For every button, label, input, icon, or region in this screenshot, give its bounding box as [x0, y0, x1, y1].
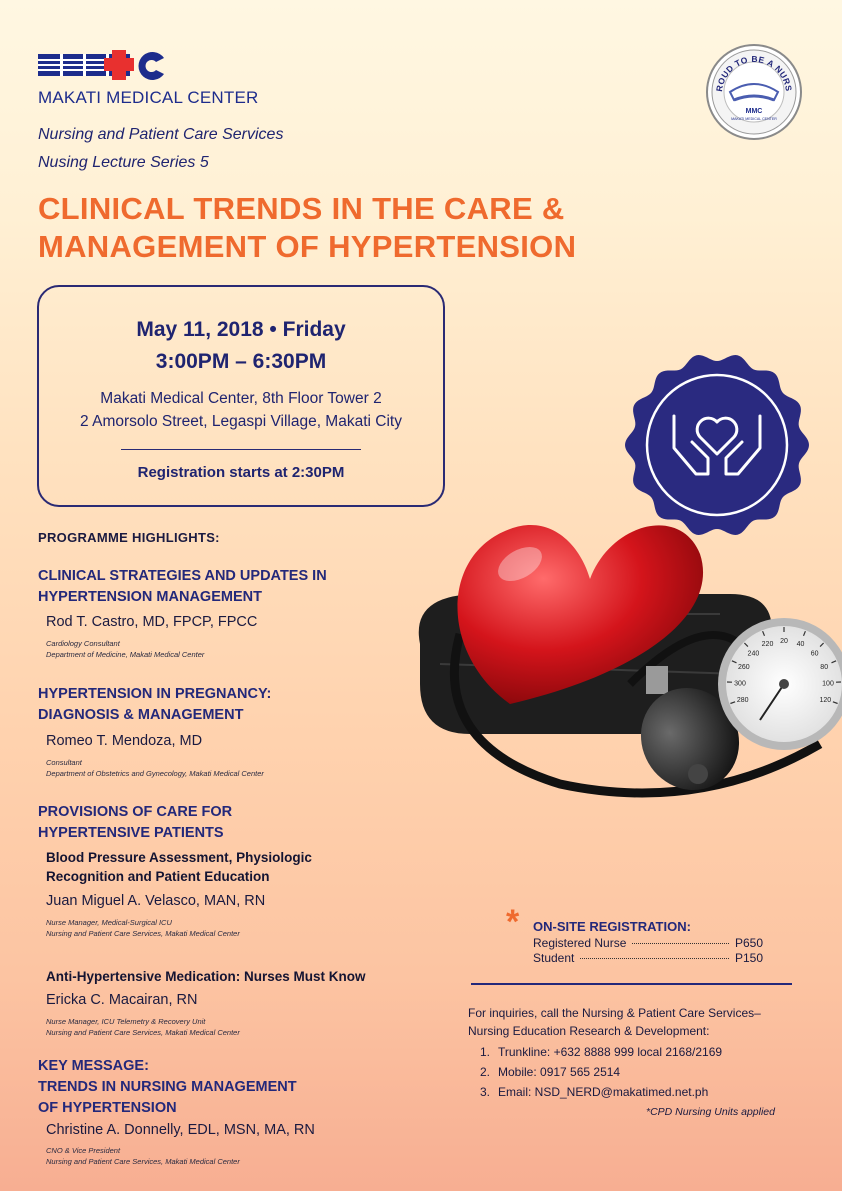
- section-3-title-line-1: PROVISIONS OF CARE FOR: [38, 804, 233, 820]
- section-4-title-line-3: OF HYPERTENSION: [38, 1100, 177, 1116]
- event-venue: [39, 387, 443, 433]
- fee-price: P650: [734, 936, 763, 950]
- contact-text: Trunkline: +632 8888 999 local 2168/2169: [498, 1045, 723, 1059]
- fee-label: Registered Nurse: [533, 936, 627, 950]
- section-4-title-line-2: TRENDS IN NURSING MANAGEMENT: [38, 1079, 297, 1095]
- speaker-velasco: Juan Miguel A. Velasco, MAN, RN: [46, 893, 266, 909]
- org-name: MAKATI MEDICAL CENTER: [38, 88, 259, 107]
- contact-text: Mobile: 0917 565 2514: [498, 1065, 621, 1079]
- contact-trunkline: [480, 1042, 722, 1062]
- page-title: [38, 190, 678, 266]
- gauge-tick-label: 220: [761, 641, 774, 649]
- mmc-logo-mark: [38, 50, 168, 84]
- gauge-tick-label: 80: [820, 664, 829, 672]
- gauge-tick-label: 20: [780, 638, 788, 645]
- dept-line: Nursing and Patient Care Services: [38, 126, 284, 143]
- speaker-velasco-affiliation: [46, 917, 240, 939]
- speaker-mendoza: Romeo T. Mendoza, MD: [46, 733, 203, 749]
- leader-dots: [580, 958, 729, 959]
- section-4-title: [38, 1056, 297, 1119]
- contact-number: 1.: [480, 1045, 491, 1059]
- contact-divider: [471, 983, 792, 985]
- programme-heading: PROGRAMME HIGHLIGHTS:: [38, 530, 220, 545]
- inquiry-text: [468, 1004, 798, 1040]
- info-divider: [121, 449, 361, 450]
- section-1-title-line-1: CLINICAL STRATEGIES AND UPDATES IN: [38, 568, 327, 584]
- aff-line: Nursing and Patient Care Services, Makati Medical Center: [46, 929, 240, 938]
- contact-mobile: [480, 1062, 722, 1082]
- fee-row-nurse: [533, 936, 763, 950]
- talk-anti-hypertensive: Anti-Hypertensive Medication: Nurses Must Know: [46, 969, 366, 984]
- section-2-title: [38, 684, 271, 726]
- heart-bp-monitor-image: [400, 484, 842, 809]
- aff-line: Department of Medicine, Makati Medical Center: [46, 650, 205, 659]
- aff-line: Department of Obstetrics and Gynecology, Makati Medical Center: [46, 769, 264, 778]
- section-3-title-line-2: HYPERTENSIVE PATIENTS: [38, 825, 224, 841]
- gauge-tick-label: 300: [734, 680, 746, 688]
- gauge-tick-label: 60: [810, 650, 819, 658]
- gauge-tick-label: 120: [819, 697, 832, 704]
- asterisk-icon: *: [506, 903, 520, 941]
- badge-org: MAKATI MEDICAL CENTER: [731, 117, 777, 121]
- proud-nurse-badge: [704, 42, 804, 147]
- badge-logo: MMC: [745, 108, 763, 115]
- talk-line: Recognition and Patient Education: [46, 869, 270, 884]
- speaker-macairan: Ericka C. Macairan, RN: [46, 992, 198, 1008]
- title-line-2: MANAGEMENT OF HYPERTENSION: [38, 229, 577, 264]
- series-line: Nusing Lecture Series 5: [38, 154, 209, 171]
- inquiry-line: Nursing Education Research & Development:: [468, 1024, 710, 1038]
- onsite-heading: ON-SITE REGISTRATION:: [533, 919, 691, 934]
- gauge-tick-label: 40: [796, 641, 805, 649]
- badge-arc-text: ROUD TO BE A NURS: [714, 53, 794, 93]
- event-info-box: [37, 285, 445, 507]
- title-line-1: CLINICAL TRENDS IN THE CARE &: [38, 191, 565, 226]
- section-3-title: [38, 802, 232, 844]
- aff-line: Consultant: [46, 758, 82, 767]
- section-1-title: [38, 566, 327, 608]
- speaker-macairan-affiliation: [46, 1016, 240, 1038]
- contact-number: 2.: [480, 1065, 491, 1079]
- section-2-title-line-1: HYPERTENSION IN PREGNANCY:: [38, 686, 272, 702]
- inquiry-line: For inquiries, call the Nursing & Patient Care Services–: [468, 1006, 761, 1020]
- aff-line: Nurse Manager, Medical-Surgical ICU: [46, 918, 172, 927]
- section-2-title-line-2: DIAGNOSIS & MANAGEMENT: [38, 707, 244, 723]
- contact-text: Email: NSD_NERD@makatimed.net.ph: [498, 1085, 709, 1099]
- gauge-tick-label: 100: [822, 680, 834, 688]
- section-4-title-line-1: KEY MESSAGE:: [38, 1058, 149, 1074]
- aff-line: Nurse Manager, ICU Telemetry & Recovery Unit: [46, 1017, 206, 1026]
- fee-label: Student: [533, 951, 575, 965]
- gauge-tick-label: 260: [737, 664, 750, 672]
- venue-line-1: Makati Medical Center, 8th Floor Tower 2: [100, 390, 382, 407]
- fee-row-student: [533, 951, 763, 965]
- speaker-donnelly-affiliation: [46, 1145, 240, 1167]
- aff-line: CNO & Vice President: [46, 1146, 121, 1155]
- mmc-logo: [38, 50, 259, 107]
- venue-line-2: 2 Amorsolo Street, Legaspi Village, Makati City: [80, 413, 402, 430]
- contact-number: 3.: [480, 1085, 491, 1099]
- event-date: May 11, 2018 • Friday: [136, 318, 346, 341]
- aff-line: Cardiology Consultant: [46, 639, 120, 648]
- event-time: 3:00PM – 6:30PM: [155, 350, 327, 373]
- aff-line: Nursing and Patient Care Services, Makati Medical Center: [46, 1157, 240, 1166]
- speaker-castro: Rod T. Castro, MD, FPCP, FPCC: [46, 614, 258, 630]
- talk-bp-assessment: [46, 848, 312, 886]
- aff-line: Nursing and Patient Care Services, Makati Medical Center: [46, 1028, 240, 1037]
- registration-time: Registration starts at 2:30PM: [137, 464, 345, 481]
- gauge-tick-label: 240: [747, 650, 760, 658]
- contact-list: [480, 1042, 722, 1102]
- fee-price: P150: [734, 951, 763, 965]
- gauge-tick-label: 280: [736, 697, 749, 704]
- talk-line: Blood Pressure Assessment, Physiologic: [46, 850, 312, 865]
- speaker-castro-affiliation: [46, 638, 204, 660]
- contact-email: [480, 1082, 722, 1102]
- speaker-mendoza-affiliation: [46, 757, 264, 779]
- cpd-note: *CPD Nursing Units applied: [646, 1106, 775, 1118]
- speaker-donnelly: Christine A. Donnelly, EDL, MSN, MA, RN: [46, 1122, 315, 1138]
- leader-dots: [632, 943, 729, 944]
- section-1-title-line-2: HYPERTENSION MANAGEMENT: [38, 589, 262, 605]
